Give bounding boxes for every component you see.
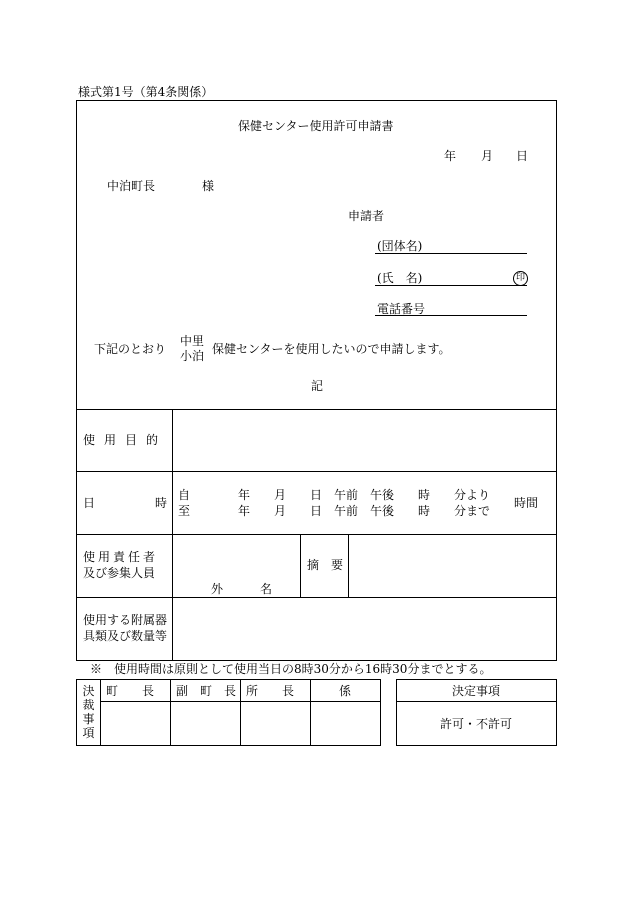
responsible-field[interactable] <box>173 535 299 581</box>
from-pm[interactable]: 午後 <box>370 488 395 502</box>
applicant-org-label: (団体名) <box>377 239 423 253</box>
approval-col-mayor: 町 長 <box>106 684 155 698</box>
to-pm[interactable]: 午後 <box>370 504 395 518</box>
addressee-name: 中泊町長 <box>107 179 156 193</box>
from-am[interactable]: 午前 <box>334 488 359 502</box>
to-minute[interactable]: 分まで <box>454 504 491 518</box>
approval-side-label-text: 決裁事項 <box>82 684 95 740</box>
purpose-label: 使用目的 <box>83 433 168 447</box>
summary-divider-left <box>300 534 301 597</box>
to-hour[interactable]: 時 <box>418 504 431 518</box>
total-hours[interactable]: 時間 <box>514 496 539 510</box>
row-divider-1 <box>76 471 557 472</box>
decision-value[interactable]: 許可・不許可 <box>440 717 513 731</box>
to-label: 至 <box>178 504 191 518</box>
applicant-label: 申請者 <box>348 209 385 223</box>
form-number: 様式第1号（第4条関係） <box>78 85 214 99</box>
decision-header: 決定事項 <box>452 684 501 698</box>
approval-col-deputy-mayor: 副 町 長 <box>176 684 237 698</box>
center-option-kodomari[interactable]: 小泊 <box>180 349 205 363</box>
to-month[interactable]: 月 <box>274 504 287 518</box>
from-month[interactable]: 月 <box>274 488 287 502</box>
ki-heading: 記 <box>311 379 324 393</box>
date-year: 年 <box>444 149 457 163</box>
to-am[interactable]: 午前 <box>334 504 359 518</box>
from-hour[interactable]: 時 <box>418 488 431 502</box>
date-day: 日 <box>516 149 529 163</box>
equipment-label-line1: 使用する附属器 <box>83 613 168 627</box>
datetime-label-time: 時 <box>155 496 168 510</box>
approval-stamp-director[interactable] <box>241 702 309 745</box>
responsible-label-line2: 及び参集人員 <box>83 566 156 580</box>
addressee-honorific: 様 <box>202 179 215 193</box>
applicant-phone-line[interactable] <box>375 315 527 316</box>
from-day[interactable]: 日 <box>310 488 323 502</box>
from-label: 自 <box>178 488 191 502</box>
form-title: 保健センター使用許可申請書 <box>238 119 394 133</box>
approval-stamp-staff[interactable] <box>311 702 380 745</box>
applicant-phone-label: 電話番号 <box>377 302 426 316</box>
approval-stamp-deputy-mayor[interactable] <box>171 702 239 745</box>
request-suffix: 保健センターを使用したいので申請します。 <box>212 342 451 356</box>
seal-mark: 印 <box>513 271 528 286</box>
decision-header-line <box>396 701 557 702</box>
center-option-nakasato[interactable]: 中里 <box>180 334 205 348</box>
people-label: 名 <box>260 582 273 596</box>
responsible-label-line1: 使用責任者 <box>83 550 159 564</box>
seal-icon <box>513 270 528 286</box>
applicant-org-line[interactable] <box>375 253 527 254</box>
approval-col-director: 所 長 <box>246 684 295 698</box>
datetime-label-day: 日 <box>83 496 96 510</box>
to-year[interactable]: 年 <box>238 504 251 518</box>
equipment-field[interactable] <box>173 598 556 660</box>
from-minute[interactable]: 分より <box>454 488 491 502</box>
approval-stamp-mayor[interactable] <box>101 702 169 745</box>
date-month: 月 <box>481 149 494 163</box>
applicant-name-line[interactable] <box>375 285 527 286</box>
request-prefix: 下記のとおり <box>94 342 167 356</box>
equipment-label-line2: 具類及び数量等 <box>83 629 168 643</box>
others-label: 外 <box>211 582 224 596</box>
purpose-field[interactable] <box>173 410 556 470</box>
usage-hours-note: ※ 使用時間は原則として使用当日の8時30分から16時30分までとする。 <box>90 662 492 676</box>
from-year[interactable]: 年 <box>238 488 251 502</box>
to-day[interactable]: 日 <box>310 504 323 518</box>
applicant-name-label: (氏 名) <box>377 271 423 285</box>
approval-side-label <box>82 684 95 740</box>
summary-field[interactable] <box>349 535 556 596</box>
approval-col-staff: 係 <box>339 684 352 698</box>
summary-label: 摘 要 <box>307 558 344 572</box>
